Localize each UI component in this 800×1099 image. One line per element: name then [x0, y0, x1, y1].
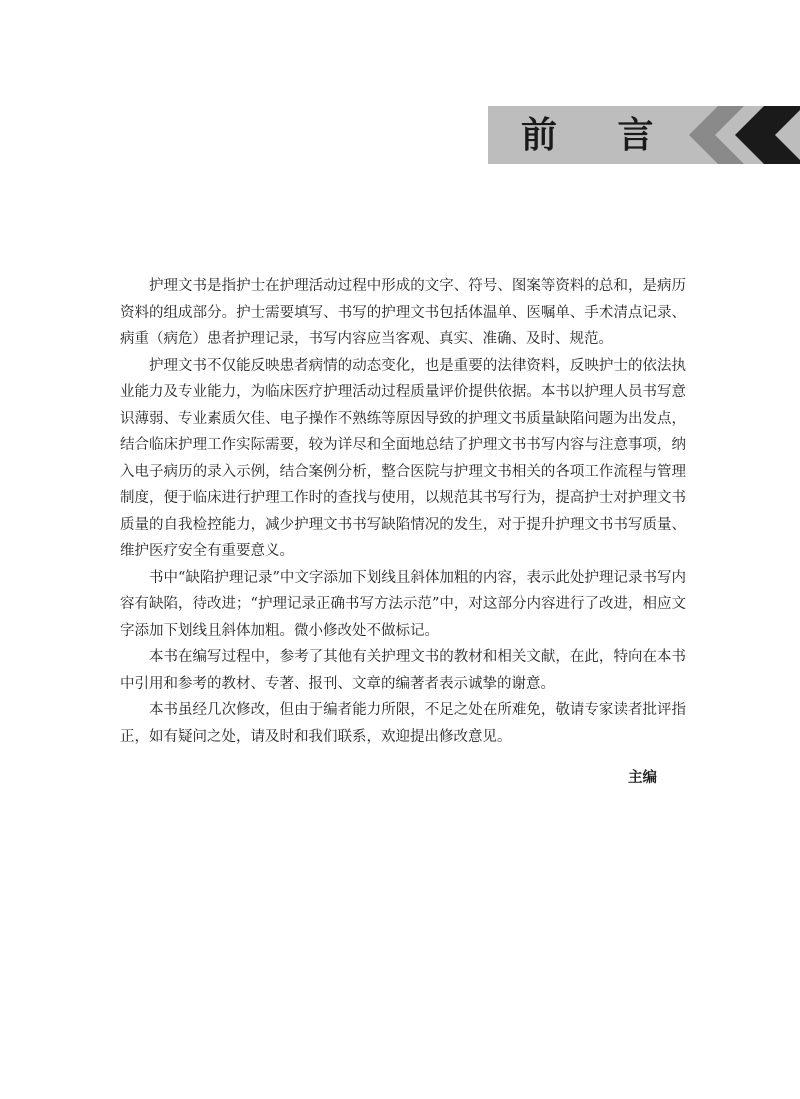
chevron-dark-icon — [735, 106, 800, 164]
signature: 主编 — [628, 770, 657, 786]
paragraph: 护理文书是指护士在护理活动过程中形成的文字、符号、图案等资料的总和，是病历资料的组成部分。护士需要填写、书写的护理文书包括体温单、医嘱单、手术清点记录、病重（病危）患者护理记录，书写内容应当客观、真实、准确、及时、规范。 — [120, 278, 686, 347]
paragraph: 护理文书不仅能反映患者病情的动态变化，也是重要的法律资料，反映护士的依法执业能力及专业能力，为临床医疗护理活动过程质量评价提供依据。本书以护理人员书写意识薄弱、专业素质欠佳、电子操作不熟练等原因导致的护理文书质量缺陷问题为出发点，结合临床护理工作实际需要，较为详尽和全面地总结了护理文书书写内容与注意事项，纳入电子病历的录入示例，结合案例分析，整合医院与护理文书相关的各项工作流程与管理制度，便于临床进行护理工作时的查找与使用，以规范其书写行为，提高护士对护理文书质量的自我检控能力，减少护理文书书写缺陷情况的发生，对于提升护理文书书写质量、维护医疗安全有重要意义。 — [120, 357, 686, 559]
preface-body — [120, 273, 686, 750]
paragraph: 本书在编写过程中，参考了其他有关护理文书的教材和相关文献，在此，特向在本书中引用和参考的教材、专著、报刊、文章的编著者表示诚挚的谢意。 — [120, 649, 686, 692]
paragraph: 本书虽经几次修改，但由于编者能力所限，不足之处在所难免，敬请专家读者批评指正，如有疑问之处，请及时和我们联系，欢迎提出修改意见。 — [120, 702, 686, 745]
page-title: 前 言 — [521, 114, 678, 156]
double-chevron-left-icon — [660, 106, 800, 164]
paragraph: 书中“缺陷护理记录”中文字添加下划线且斜体加粗的内容，表示此处护理记录书写内容有缺陷，待改进；“护理记录正确书写方法示范”中，对这部分内容进行了改进，相应文字添加下划线且斜体加粗。微小修改处不做标记。 — [120, 569, 686, 639]
